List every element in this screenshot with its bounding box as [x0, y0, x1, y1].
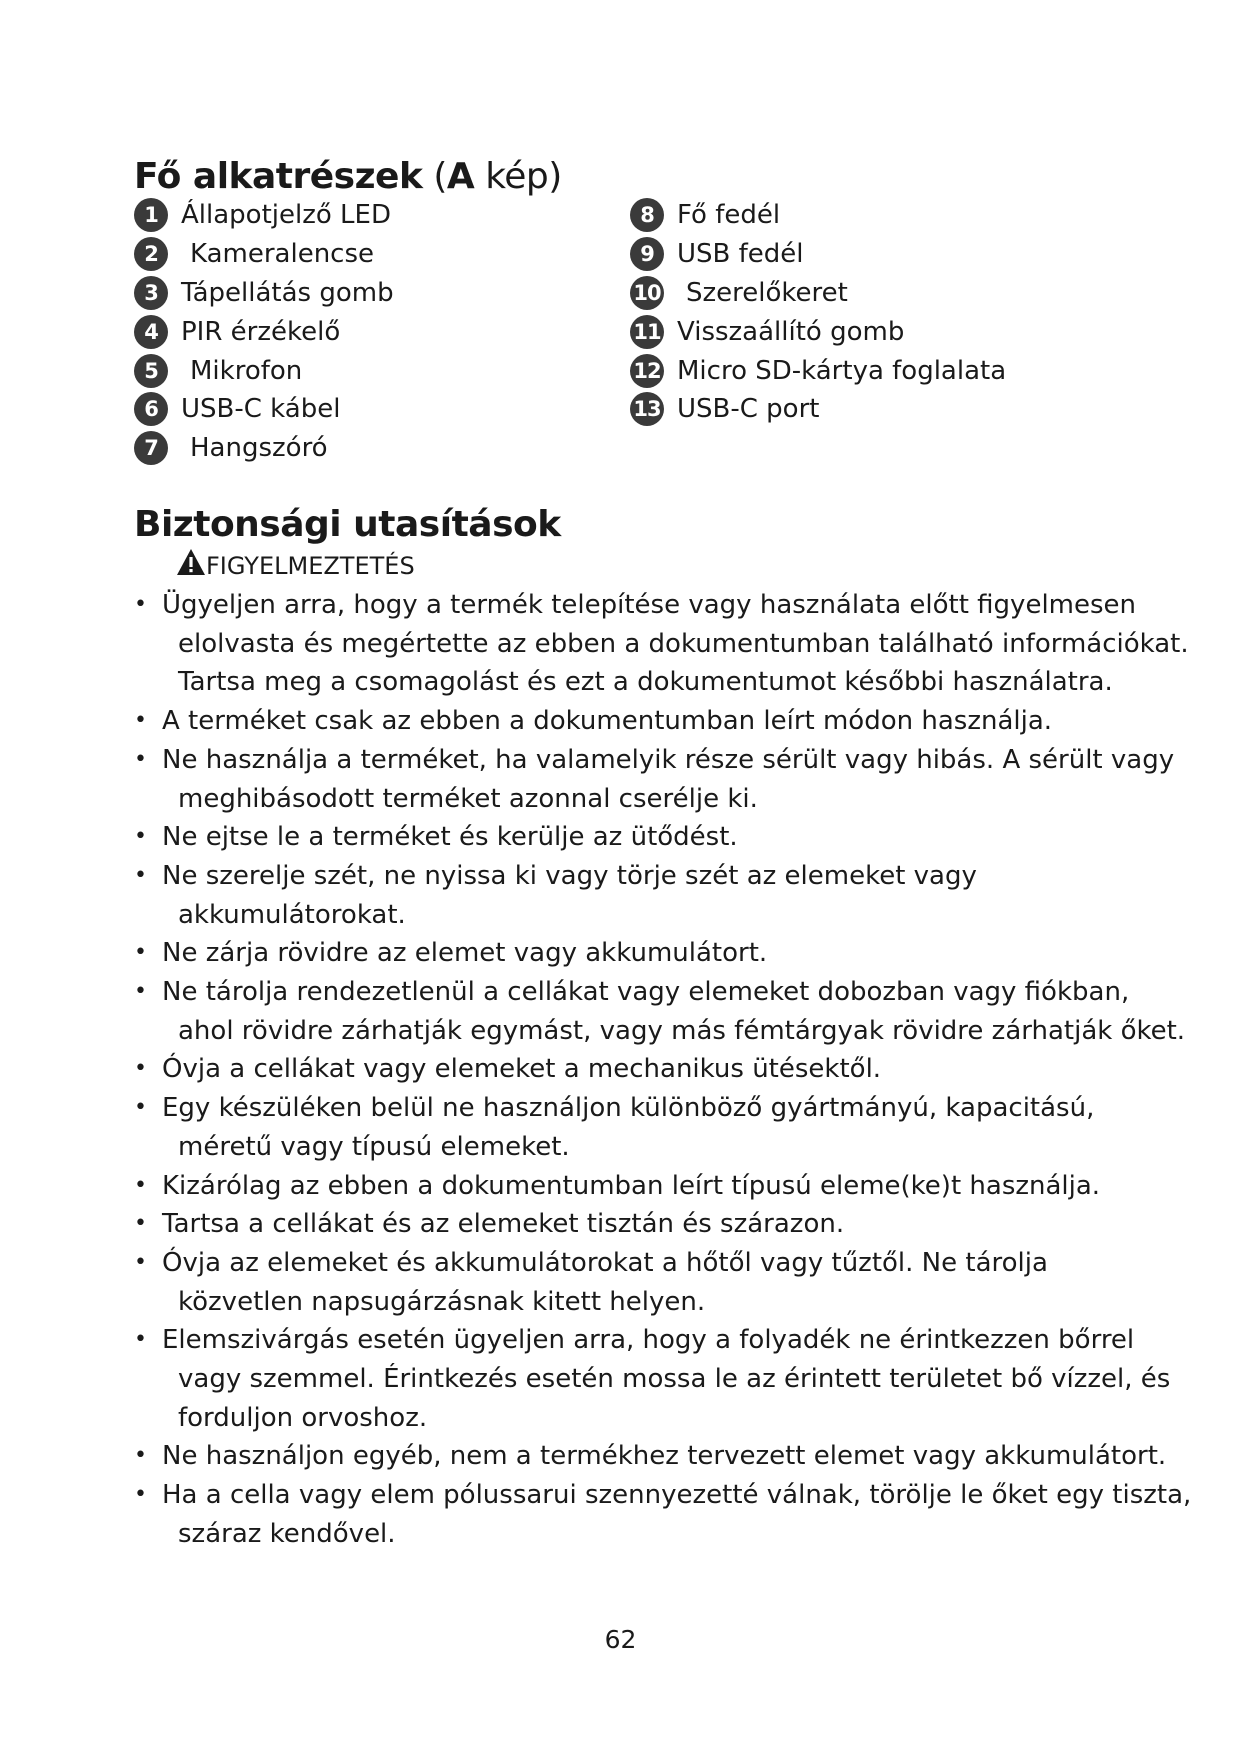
safety-instruction-text [162, 586, 1189, 702]
part-number-badge: 11 [630, 315, 664, 349]
safety-instruction [134, 973, 1186, 1050]
part-label: Mikrofon [190, 355, 303, 386]
safety-instruction-text [162, 1244, 1048, 1321]
bullet-marker: • [134, 979, 147, 1005]
part-label: Tápellátás gomb [181, 277, 394, 308]
instruction-line: Ha a cella vagy elem pólussarui szennyezetté válnak, törölje le őket egy tiszta, [162, 1480, 1192, 1511]
bullet-marker: • [134, 1056, 147, 1082]
warning-label: FIGYELMEZTETÉS [206, 552, 415, 580]
page-number: 62 [604, 1625, 637, 1654]
part-label: Szerelőkeret [686, 277, 848, 308]
part-label: Fő fedél [677, 200, 781, 231]
instruction-line: vagy szemmel. Érintkezés esetén mossa le az érintett területet bő vízzel, és [178, 1364, 1171, 1395]
instruction-line: Ne zárja rövidre az elemet vagy akkumulátort. [162, 938, 768, 969]
part-number-badge: 3 [134, 276, 168, 310]
safety-instruction [134, 702, 1134, 741]
instruction-line: Elemszivárgás esetén ügyeljen arra, hogy a folyadék ne érintkezzen bőrrel [162, 1325, 1135, 1356]
main-parts-heading-open: ( [422, 156, 447, 197]
part-number-badge: 10 [630, 276, 664, 310]
part-item [134, 429, 394, 468]
instruction-line: A terméket csak az ebben a dokumentumban leírt módon használja. [162, 706, 1053, 737]
instruction-line: Ne szerelje szét, ne nyissa ki vagy törje szét az elemeket vagy [162, 860, 977, 891]
bullet-marker: • [134, 1095, 147, 1121]
safety-instruction [134, 1476, 1192, 1553]
bullet-marker: • [134, 940, 147, 966]
instruction-line: Óvja az elemeket és akkumulátorokat a hőtől vagy tűztől. Ne tárolja [162, 1247, 1048, 1278]
part-label: Kameralencse [190, 239, 375, 270]
instruction-line: Tartsa meg a csomagolást és ezt a dokumentumot későbbi használatra. [178, 667, 1113, 698]
instruction-line: méretű vagy típusú elemeket. [178, 1131, 570, 1162]
part-number-badge: 5 [134, 354, 168, 388]
safety-instruction [134, 586, 1189, 702]
instruction-line: száraz kendővel. [178, 1518, 396, 1549]
warning-triangle-icon [176, 548, 206, 576]
part-number-badge: 12 [630, 354, 664, 388]
safety-instruction-text [162, 1050, 881, 1089]
bullet-marker: • [134, 1443, 147, 1469]
instruction-line: ahol rövidre zárhatják egymást, vagy más fémtárgyak rövidre zárhatják őket. [178, 1015, 1186, 1046]
main-parts-heading-bold: Fő alkatrészek [134, 156, 423, 197]
instruction-line: Ne használjon egyéb, nem a termékhez tervezett elemet vagy akkumulátort. [162, 1441, 1167, 1472]
instruction-line: Ne ejtse le a terméket és kerülje az ütődést. [162, 822, 738, 853]
bullet-marker: • [134, 1211, 147, 1237]
warning-label-row [176, 550, 415, 582]
safety-instruction [134, 1205, 1134, 1244]
bullet-marker: • [134, 824, 147, 850]
part-item [630, 351, 1006, 390]
safety-instruction-text [162, 857, 977, 934]
part-item [134, 312, 394, 351]
figure-reference: A [446, 156, 475, 197]
part-number-badge: 13 [630, 392, 664, 426]
part-number-badge: 4 [134, 315, 168, 349]
safety-instruction-text [162, 1476, 1191, 1553]
safety-instruction [134, 1167, 1134, 1206]
part-number-badge: 7 [134, 431, 168, 465]
safety-instruction-text [162, 702, 1052, 741]
part-label: Hangszóró [190, 433, 328, 464]
instruction-line: Ne használja a terméket, ha valamelyik része sérült vagy hibás. A sérült vagy [162, 744, 1175, 775]
safety-heading: Biztonsági utasítások [134, 504, 561, 545]
main-parts-heading-close: kép) [474, 156, 562, 197]
bullet-marker: • [134, 1327, 147, 1353]
part-item [630, 274, 1006, 313]
part-item [630, 390, 1006, 429]
part-number-badge: 2 [134, 237, 168, 271]
instruction-line: közvetlen napsugárzásnak kitett helyen. [178, 1286, 706, 1317]
safety-instruction [134, 934, 1134, 973]
part-item [630, 312, 1006, 351]
part-label: USB-C kábel [181, 394, 341, 425]
safety-instruction-text [162, 1167, 1100, 1206]
safety-instruction-text [162, 1321, 1170, 1437]
instruction-line: akkumulátorokat. [178, 899, 406, 930]
part-label: Micro SD-kártya foglalata [677, 355, 1007, 386]
safety-instruction-text [162, 741, 1174, 818]
part-label: Állapotjelző LED [181, 200, 391, 231]
part-item [134, 235, 394, 274]
safety-instruction [134, 1089, 1134, 1166]
safety-instruction [134, 1437, 1167, 1476]
part-label: PIR érzékelő [181, 316, 341, 347]
part-item [630, 235, 1006, 274]
bullet-marker: • [134, 708, 147, 734]
safety-instruction-text [162, 1437, 1166, 1476]
safety-instruction [134, 818, 1134, 857]
instruction-line: Kizárólag az ebben a dokumentumban leírt típusú eleme(ke)t használja. [162, 1170, 1101, 1201]
part-number-badge: 8 [630, 198, 664, 232]
part-number-badge: 6 [134, 392, 168, 426]
instruction-line: Tartsa a cellákat és az elemeket tisztán és szárazon. [162, 1209, 845, 1240]
part-item [134, 390, 394, 429]
parts-list-left [134, 196, 394, 468]
safety-instruction-text [162, 973, 1185, 1050]
parts-list-right [630, 196, 1006, 429]
instruction-line: elolvasta és megértette az ebben a dokumentumban található információkat. [178, 628, 1189, 659]
instruction-line: Egy készüléken belül ne használjon különböző gyártmányú, kapacitású, [162, 1093, 1095, 1124]
part-item [630, 196, 1006, 235]
safety-instruction [134, 1244, 1134, 1321]
safety-instruction [134, 741, 1175, 818]
part-number-badge: 1 [134, 198, 168, 232]
safety-instruction-text [162, 1089, 1094, 1166]
part-label: Visszaállító gomb [677, 316, 905, 347]
instruction-line: Ügyeljen arra, hogy a termék telepítése vagy használata előtt figyelmesen [162, 590, 1137, 620]
bullet-marker: • [134, 862, 147, 888]
bullet-marker: • [134, 592, 147, 617]
instruction-line: meghibásodott terméket azonnal cserélje ki. [178, 783, 758, 814]
safety-instructions-list [134, 586, 1192, 1554]
bullet-marker: • [134, 1172, 147, 1198]
part-label: USB-C port [677, 394, 820, 425]
safety-instruction-text [162, 818, 738, 857]
instruction-line: forduljon orvoshoz. [178, 1402, 428, 1433]
main-parts-heading [134, 157, 562, 197]
bullet-marker: • [134, 1482, 147, 1508]
part-item [134, 196, 394, 235]
safety-instruction-text [162, 1205, 844, 1244]
safety-instruction [134, 1321, 1171, 1437]
safety-instruction [134, 857, 1134, 934]
part-label: USB fedél [677, 239, 804, 270]
part-item [134, 274, 394, 313]
safety-instruction [134, 1050, 1134, 1089]
instruction-line: Óvja a cellákat vagy elemeket a mechanikus ütésektől. [162, 1054, 882, 1085]
safety-instruction-text [162, 934, 767, 973]
part-item [134, 351, 394, 390]
bullet-marker: • [134, 746, 147, 772]
part-number-badge: 9 [630, 237, 664, 271]
bullet-marker: • [134, 1249, 147, 1275]
instruction-line: Ne tárolja rendezetlenül a cellákat vagy elemeket dobozban vagy fiókban, [162, 977, 1130, 1008]
